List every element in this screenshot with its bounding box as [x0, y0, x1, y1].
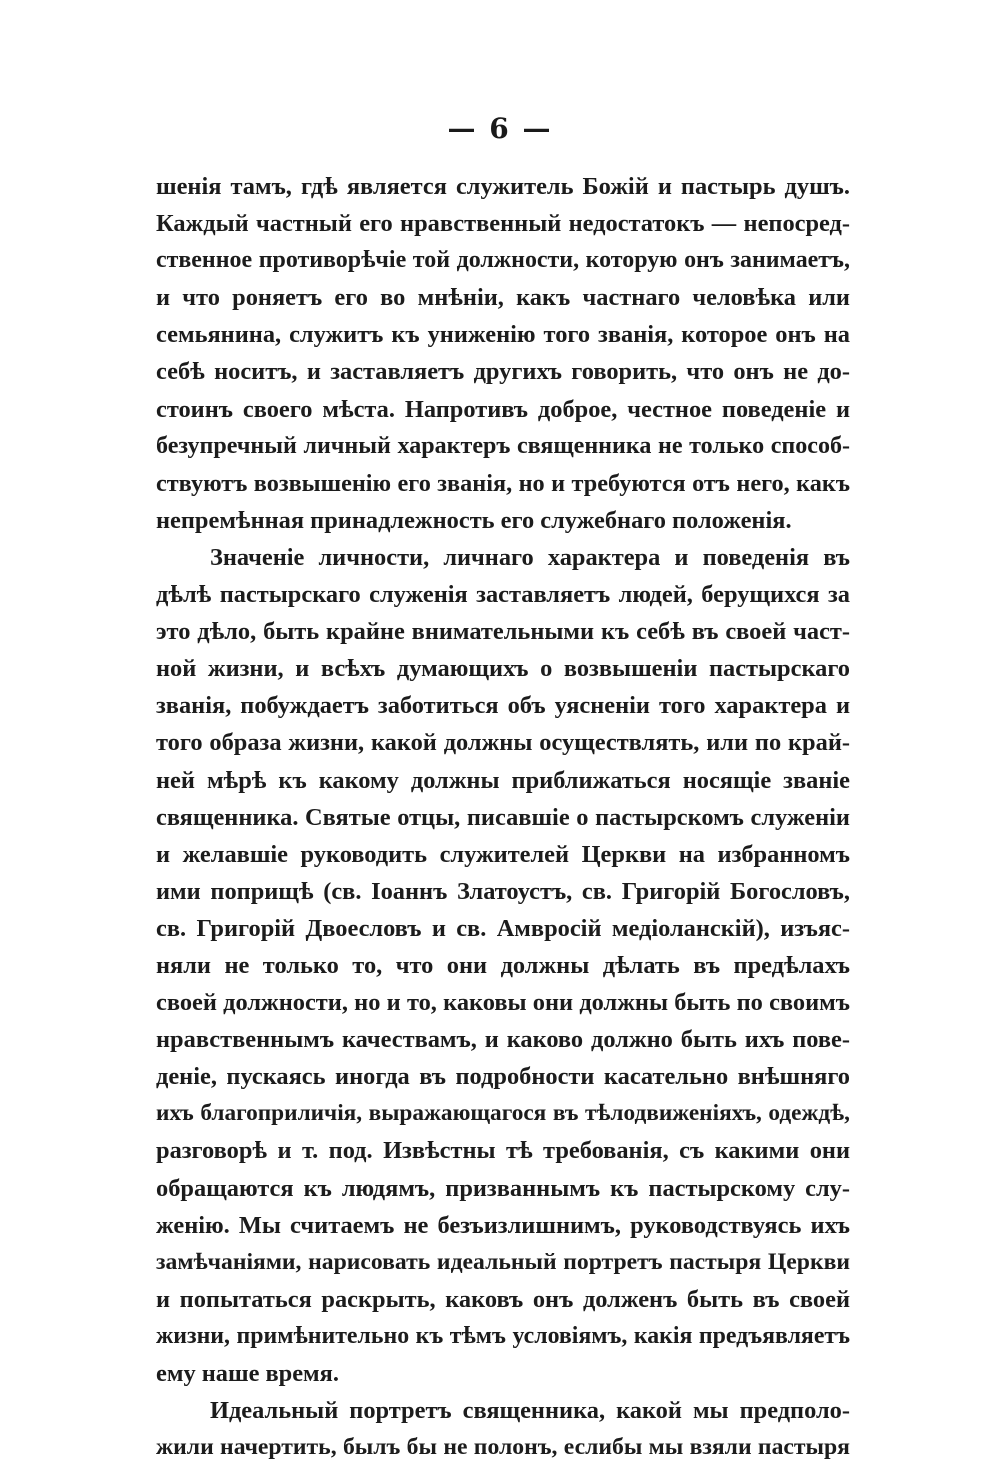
- text-line: и желавшіе руководить служителей Церкви на избранномъ: [156, 840, 850, 868]
- text-line: ственное противорѣчіе той должности, которую онъ занимаетъ,: [156, 247, 850, 274]
- text-line: Каждый частный его нравственный недостатокъ — непосред-: [156, 210, 850, 238]
- text-line: ствуютъ возвышенію его званія, но и требуются отъ него, какъ: [156, 469, 850, 497]
- text-line: священника. Святые отцы, писавшіе о пастырскомъ служеніи: [156, 803, 850, 831]
- page-number: — 6 —: [447, 112, 553, 145]
- text-line: ной жизни, и всѣхъ думающихъ о возвышеніи пастырскаго: [156, 655, 850, 683]
- text-line: жили начертить, былъ бы не полонъ, еслибы мы взяли пастыря: [156, 1434, 850, 1461]
- text-line: обращаются къ людямъ, призваннымъ къ пастырскому слу-: [156, 1174, 850, 1202]
- text-line: безупречный личный характеръ священника не только способ-: [156, 432, 850, 459]
- text-line: нравственнымъ качествамъ, и каково должно быть ихъ пове-: [156, 1026, 850, 1054]
- text-line: св. Григорій Двоесловъ и св. Амвросій медіоланскій), изъяс-: [156, 914, 850, 942]
- text-line: жизни, примѣнительно къ тѣмъ условіямъ, какія предъявляетъ: [156, 1322, 850, 1349]
- body-text: [156, 168, 850, 1466]
- text-line: няли не только то, что они должны дѣлать въ предѣлахъ: [156, 951, 850, 979]
- text-line: ней мѣрѣ къ какому должны приближаться носящіе званіе: [156, 766, 850, 794]
- text-line: стоинъ своего мѣста. Напротивъ доброе, честное поведеніе и: [156, 395, 850, 423]
- text-line: разговорѣ и т. под. Извѣстны тѣ требованія, съ какими они: [156, 1137, 850, 1165]
- text-line: шенія тамъ, гдѣ является служитель Божій и пастырь душъ.: [156, 173, 850, 200]
- text-line: деніе, пускаясь иногда въ подробности касательно внѣшняго: [156, 1063, 850, 1091]
- text-line: семьянина, служитъ къ униженію того званія, которое онъ на: [156, 321, 850, 349]
- text-line: ихъ благоприличія, выражающагося въ тѣлодвиженіяхъ, одеждѣ,: [156, 1100, 850, 1127]
- text-line: и попытаться раскрыть, каковъ онъ долженъ быть въ своей: [156, 1285, 850, 1313]
- text-line: женію. Мы считаемъ не безъизлишнимъ, руководствуясь ихъ: [156, 1211, 850, 1239]
- text-line: Идеальный портретъ священника, какой мы предполо-: [210, 1397, 850, 1425]
- text-line: это дѣло, быть крайне внимательными къ себѣ въ своей част-: [156, 618, 850, 646]
- text-line: ими поприщѣ (св. Іоаннъ Златоустъ, св. Григорій Богословъ,: [156, 877, 850, 905]
- text-line: Значеніе личности, личнаго характера и поведенія въ: [210, 543, 850, 571]
- text-line: дѣлѣ пастырскаго служенія заставляетъ людей, берущихся за: [156, 581, 850, 609]
- text-line: себѣ носитъ, и заставляетъ другихъ говорить, что онъ не до-: [156, 358, 850, 386]
- text-line: и что роняетъ его во мнѣніи, какъ частнаго человѣка или: [156, 284, 850, 312]
- text-line: того образа жизни, какой должны осуществлять, или по край-: [156, 729, 850, 757]
- text-line: своей должности, но и то, каковы они должны быть по своимъ: [156, 989, 850, 1017]
- text-line: ему наше время.: [156, 1360, 339, 1387]
- text-line: званія, побуждаетъ заботиться объ уясненіи того характера и: [156, 692, 850, 720]
- text-line: замѣчаніями, нарисовать идеальный портретъ пастыря Церкви: [156, 1248, 850, 1275]
- text-line: непремѣнная принадлежность его служебнаго положенія.: [156, 506, 792, 534]
